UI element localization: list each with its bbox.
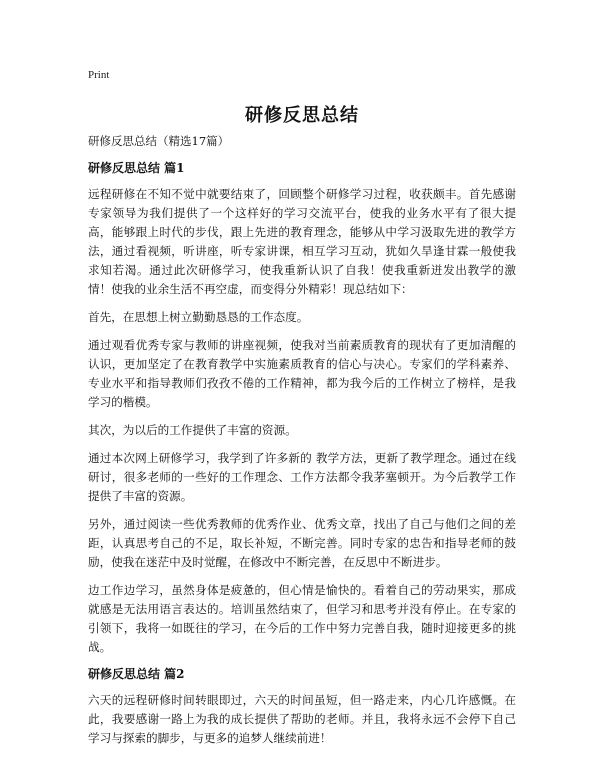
paragraph: 另外，通过阅读一些优秀教师的优秀作业、优秀文章，找出了自己与他们之间的差距，认真思考自己的不足，取长补短，不断完善。同时专家的忠告和指导老师的鼓励，使我在迷茫中及时觉醒，在修改中不断完善，在反思中不断进步。 [88, 517, 516, 569]
document-subtitle: 研修反思总结（精选17篇） [88, 134, 230, 148]
paragraph: 边工作边学习，虽然身体是疲惫的，但心情是愉快的。看着自己的劳动果实，那成就感是无法用语言表达的。培训虽然结束了，但学习和思考并没有停止。在专家的引领下，我将一如既往的学习，在今后的工作中努力完善自我，随时迎接更多的挑战。 [88, 583, 516, 654]
paragraph: 通过本次网上研修学习，我学到了许多新的 教学方法，更新了教学理念。通过在线研讨，很多老师的一些好的工作理念、工作方法都令我茅塞顿开。为今后教学工作提供了丰富的资源。 [88, 451, 516, 503]
section-heading: 研修反思总结 篇1 [88, 161, 185, 175]
paragraph: 远程研修在不知不觉中就要结束了，回顾整个研修学习过程，收获颇丰。首先感谢专家领导为我们提供了一个这样好的学习交流平台，使我的业务水平有了很大提高，能够跟上时代的步伐，跟上先进的教育理念，能够从中学习汲取先进的教学方法，通过看视频，听讲座，听专家讲课，相互学习互动，犹如久旱逢甘霖一般使我求知若渴。通过此次研修学习，使我重新认识了自我！使我重新迸发出教学的激情！使我的业余生活不再空虚，而变得分外精彩！现总结如下： [88, 187, 516, 296]
paragraph: 通过观看优秀专家与教师的讲座视频，使我对当前素质教育的现状有了更加清醒的认识，更加坚定了在教育教学中实施素质教育的信心与决心。专家们的学科素养、专业水平和指导教师们孜孜不倦的工作精神，都为我今后的工作树立了榜样，是我学习的楷模。 [88, 338, 516, 409]
paragraph: 六天的远程研修时间转眼即过，六天的时间虽短，但一路走来，内心几许感慨。在此，我要感谢一路上为我的成长提供了帮助的老师。并且，我将永远不会停下自己学习与探索的脚步，与更多的追梦人继续前进！ [88, 693, 516, 745]
document-content [88, 160, 516, 757]
section-heading: 研修反思总结 篇2 [88, 667, 185, 681]
paragraph: 首先，在思想上树立勤勤恳恳的工作态度。 [88, 310, 309, 324]
paragraph: 其次，为以后的工作提供了丰富的资源。 [88, 423, 297, 437]
print-label: Print [88, 69, 110, 81]
document-title: 研修反思总结 [245, 105, 359, 126]
section-2 [88, 666, 516, 748]
section-1 [88, 160, 516, 657]
